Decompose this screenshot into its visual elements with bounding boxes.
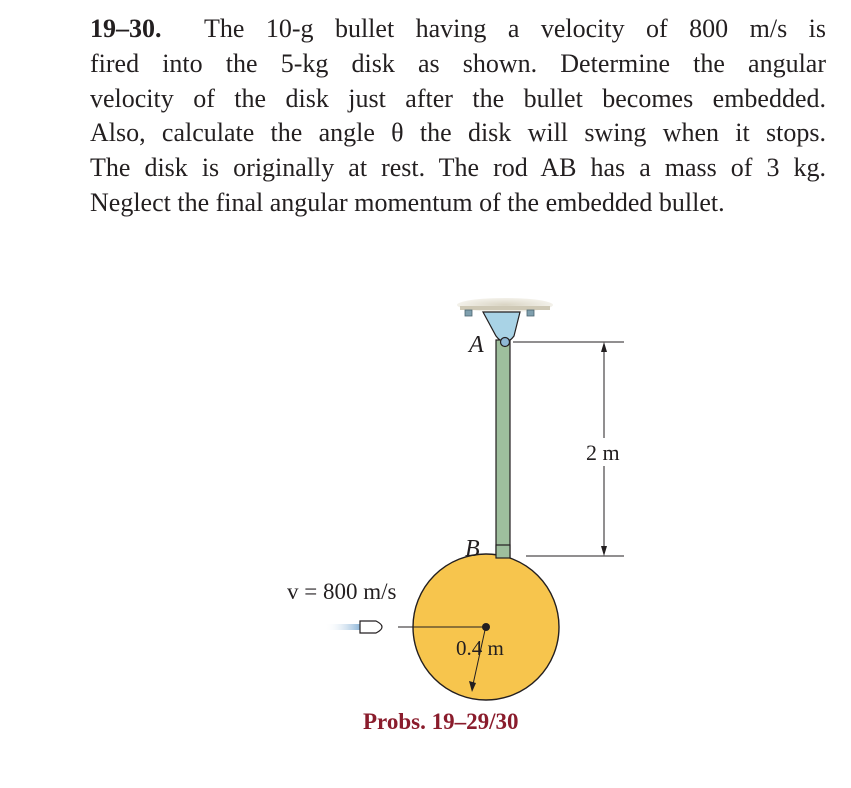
pin-bracket [483, 312, 520, 342]
problem-number: 19–30. [90, 14, 162, 43]
problem-line-3: velocity of the disk just after the bullet becomes embedded. [90, 83, 826, 113]
problem-line-1: 19–30. The 10-g bullet having a velocity of 800 m/s is [90, 14, 826, 43]
label-b: B [465, 536, 480, 562]
problem-line-2: fired into the 5-kg disk as shown. Determine the angular [90, 48, 826, 78]
problem-line-5: The disk is originally at rest. The rod AB has a mass of 3 kg. [90, 153, 826, 183]
problem-line-4: Also, calculate the angle θ the disk will swing when it stops. [90, 118, 826, 148]
label-a: A [469, 332, 484, 358]
pin-a-icon [501, 338, 510, 347]
rod-ab [496, 340, 510, 558]
label-radius: 0.4 m [456, 636, 504, 660]
problem-line-6: Neglect the final angular momentum of the embedded bullet. [90, 187, 725, 217]
label-velocity: v = 800 m/s [287, 579, 397, 604]
figure-caption: Probs. 19–29/30 [363, 709, 519, 734]
label-length: 2 m [586, 440, 620, 465]
bullet-icon [325, 621, 382, 633]
